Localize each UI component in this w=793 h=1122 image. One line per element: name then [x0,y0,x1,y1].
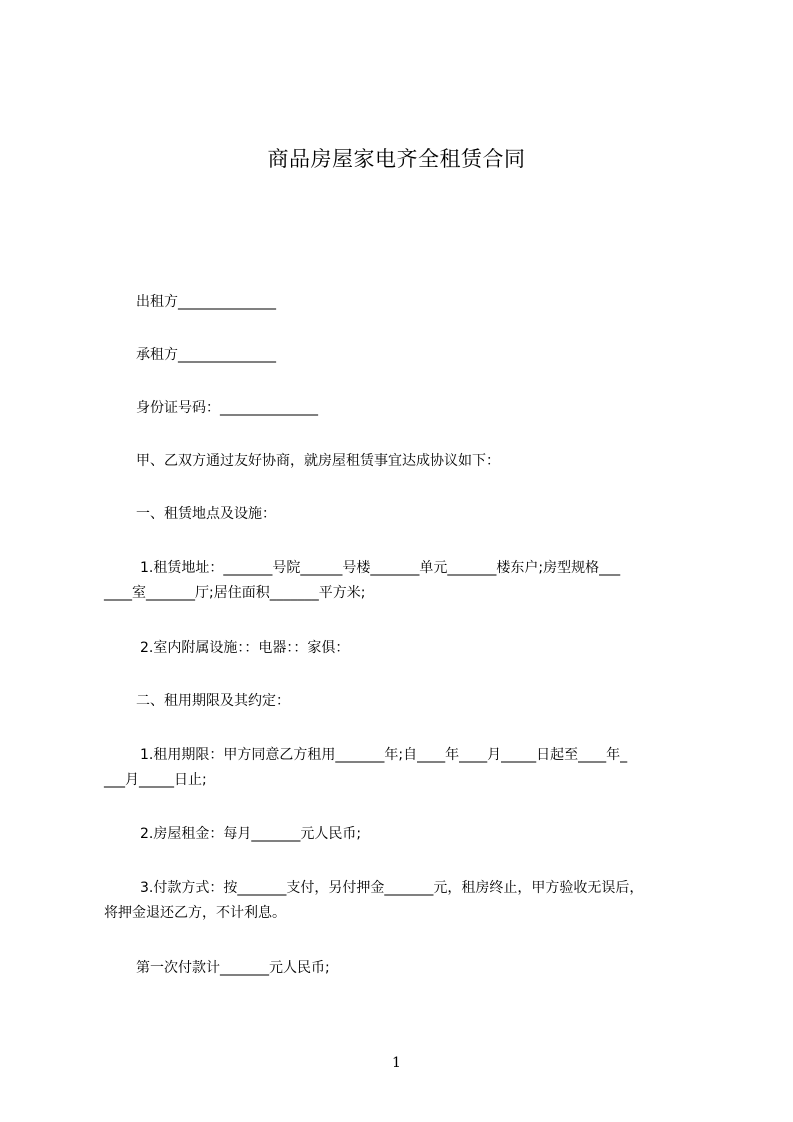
clause-2-2: 2.房屋租金：每月_______元人民币; [140,826,362,842]
section-heading-1: 一、租赁地点及设施： [136,506,276,522]
lessor-line: 出租方______________ [136,294,276,310]
clause-1-1-cont: ____室_______厅;居住面积_______平方米; [104,585,366,601]
id-number-line: 身份证号码：______________ [136,400,318,416]
clause-2-3: 3.付款方式：按_______支付，另付押金_______元，租房终止，甲方验收无误后， [140,880,644,896]
first-payment-line: 第一次付款计_______元人民币; [136,960,330,976]
page-number: 1 [392,1055,401,1071]
document-title: 商品房屋家电齐全租赁合同 [267,147,526,171]
agreement-intro: 甲、乙双方通过友好协商，就房屋租赁事宜达成协议如下： [136,453,500,469]
clause-2-1-cont: ___月_____日止; [104,772,207,788]
clause-1-2: 2.室内附属设施：：电器：：家俱： [140,640,350,656]
clause-1-1: 1.租赁地址：_______号院______号楼_______单元_______楼东户;房型规格___ [140,560,621,576]
section-heading-2: 二、租用期限及其约定： [136,693,290,709]
lessee-line: 承租方______________ [136,347,276,363]
clause-2-1: 1.租用期限：甲方同意乙方租用_______年;自____年____月_____日起至____年_ [140,747,628,763]
clause-2-3-cont: 将押金退还乙方，不计利息。 [104,905,286,921]
